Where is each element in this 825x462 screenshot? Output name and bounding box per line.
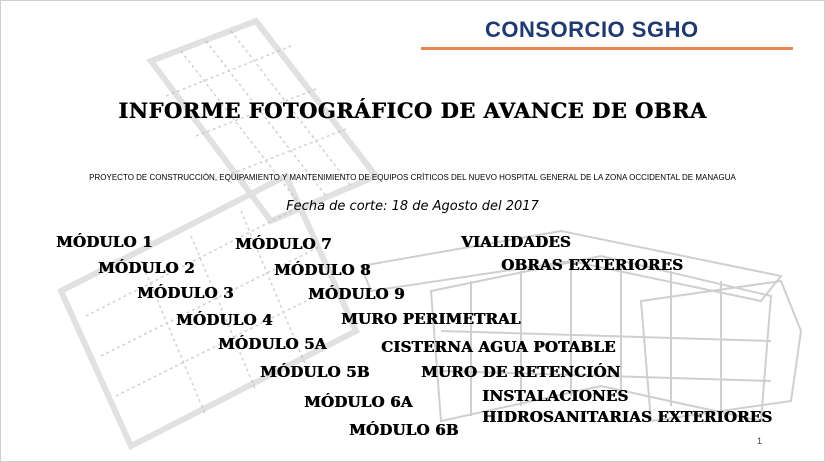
item-modulo-5b: MÓDULO 5B xyxy=(260,363,370,381)
page-number: 1 xyxy=(757,436,763,446)
item-modulo-5a: MÓDULO 5A xyxy=(218,335,327,353)
project-subtitle: PROYECTO DE CONSTRUCCIÓN, EQUIPAMIENTO Y MANTENIMIENTO DE EQUIPOS CRÍTICOS DEL NUEVO HOSPITAL GENERAL DE LA ZONA OCCIDENTAL DE MANAGUA xyxy=(89,173,736,182)
report-title: INFORME FOTOGRÁFICO DE AVANCE DE OBRA xyxy=(118,98,707,123)
item-muro-perimetral: MURO PERIMETRAL xyxy=(341,310,521,328)
item-modulo-6a: MÓDULO 6A xyxy=(304,393,413,411)
item-modulo-4: MÓDULO 4 xyxy=(176,311,273,329)
cutoff-date: Fecha de corte: 18 de Agosto del 2017 xyxy=(286,199,539,214)
item-instalaciones-line1: INSTALACIONES xyxy=(482,387,629,405)
item-modulo-7: MÓDULO 7 xyxy=(235,235,332,253)
item-cisterna-agua-potable: CISTERNA AGUA POTABLE xyxy=(381,338,616,356)
item-vialidades: VIALIDADES xyxy=(461,233,571,251)
item-modulo-3: MÓDULO 3 xyxy=(137,284,234,302)
company-brand: CONSORCIO SGHO xyxy=(485,17,699,42)
item-instalaciones-line2: HIDROSANITARIAS EXTERIORES xyxy=(482,408,773,426)
site-plan-background-image xyxy=(1,1,824,461)
brand-accent-rule xyxy=(421,47,793,50)
item-obras-exteriores: OBRAS EXTERIORES xyxy=(501,256,684,274)
item-modulo-6b: MÓDULO 6B xyxy=(349,421,459,439)
item-muro-de-retencion: MURO DE RETENCIÓN xyxy=(421,363,621,381)
item-modulo-8: MÓDULO 8 xyxy=(274,261,371,279)
item-modulo-9: MÓDULO 9 xyxy=(308,285,405,303)
item-modulo-2: MÓDULO 2 xyxy=(98,259,195,277)
item-modulo-1: MÓDULO 1 xyxy=(56,233,153,251)
